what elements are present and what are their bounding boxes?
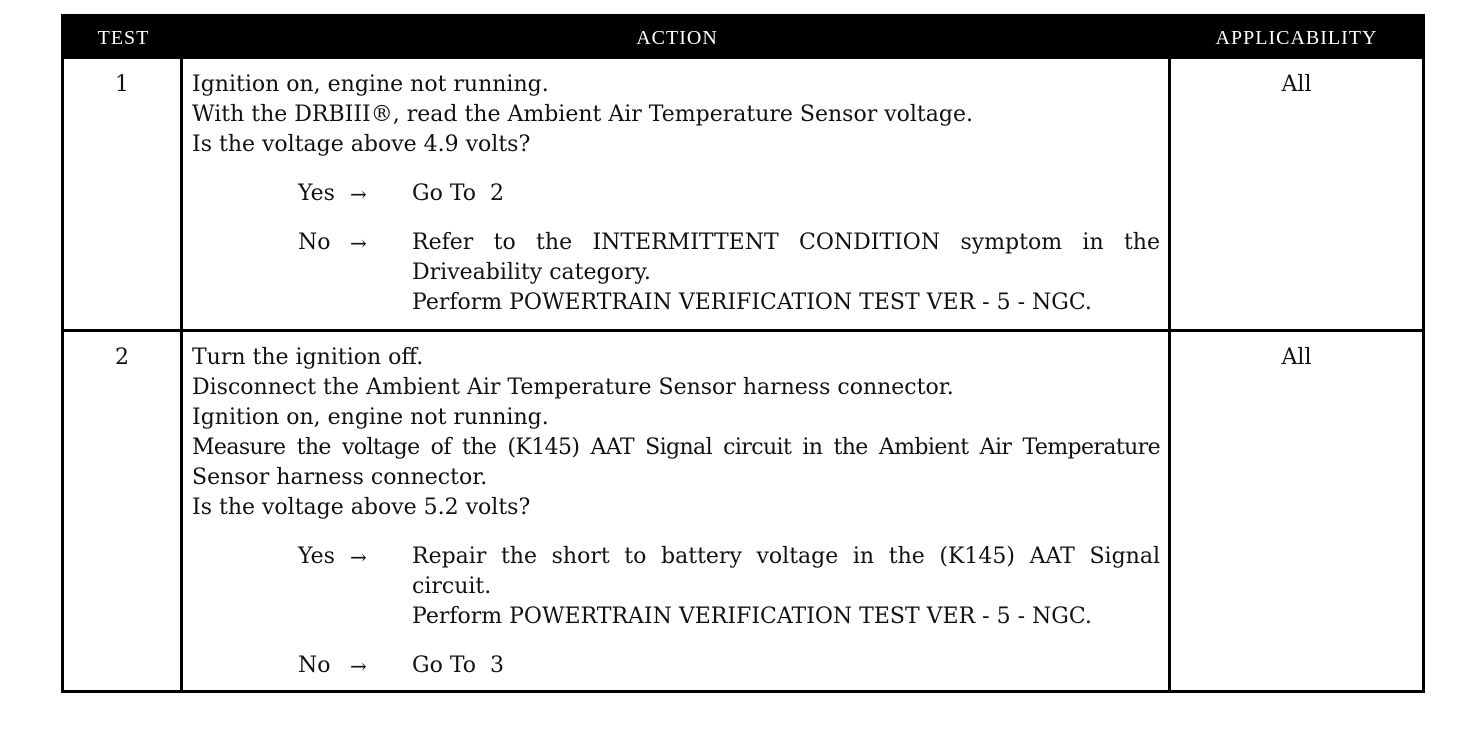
yes-result: [412, 542, 1160, 632]
goto-text: Go To: [412, 653, 477, 678]
yes-result: [412, 179, 1160, 209]
no-outcome: [298, 228, 1160, 318]
step-text: Ignition on, engine not running.: [192, 72, 549, 97]
table-header-row: [64, 17, 1422, 59]
table-row: [64, 329, 1422, 690]
right-arrow-icon: →: [350, 182, 367, 206]
no-result: [412, 228, 1160, 318]
right-arrow-icon: →: [350, 231, 367, 255]
step-text: Turn the ignition off.: [192, 345, 424, 370]
step-text: Is the voltage above 4.9 volts?: [192, 132, 531, 157]
no-label: No: [298, 653, 331, 678]
test-number: 2: [64, 332, 183, 690]
result-text: Perform POWERTRAIN VERIFICATION TEST VER - 5 - NGC.: [412, 604, 1092, 629]
no-label: No: [298, 230, 331, 255]
right-arrow-icon: →: [350, 654, 367, 678]
yes-outcome: [298, 179, 1160, 209]
applicability-value: All: [1281, 72, 1312, 97]
step-text: Ignition on, engine not running.: [192, 405, 549, 430]
goto-text: Go To: [412, 181, 477, 206]
no-result: [412, 651, 1160, 681]
result-text: Driveability category.: [412, 260, 651, 285]
step-text: Measure the voltage of the (K145) AAT Signal circuit in the Ambient Air Temperature: [192, 435, 1160, 460]
result-text: Repair the short to battery voltage in the (K145) AAT Signal: [412, 544, 1160, 569]
test-number: 1: [64, 59, 183, 329]
diagnostic-test-table: [61, 14, 1425, 693]
step-text: Sensor harness connector.: [192, 465, 488, 490]
step-text: Is the voltage above 5.2 volts?: [192, 495, 531, 520]
yes-label: Yes: [298, 181, 335, 206]
yes-outcome: [298, 542, 1160, 632]
yes-label: Yes: [298, 544, 335, 569]
header-applicability: APPLICABILITY: [1215, 26, 1378, 49]
right-arrow-icon: →: [350, 545, 367, 569]
goto-test-number: 3: [490, 653, 505, 678]
header-action: ACTION: [636, 26, 718, 49]
result-text: Perform POWERTRAIN VERIFICATION TEST VER - 5 - NGC.: [412, 290, 1092, 315]
table-row: [64, 59, 1422, 329]
step-text: Disconnect the Ambient Air Temperature Sensor harness connector.: [192, 375, 954, 400]
header-test: TEST: [97, 26, 150, 49]
action-cell: [183, 59, 1171, 329]
result-text: circuit.: [412, 574, 492, 599]
applicability-value: All: [1281, 345, 1312, 370]
no-outcome: [298, 651, 1160, 681]
goto-test-number: 2: [490, 181, 505, 206]
result-text: Refer to the INTERMITTENT CONDITION symptom in the: [412, 230, 1160, 255]
action-cell: [183, 332, 1171, 690]
step-text: With the DRBIII®, read the Ambient Air Temperature Sensor voltage.: [192, 102, 973, 127]
